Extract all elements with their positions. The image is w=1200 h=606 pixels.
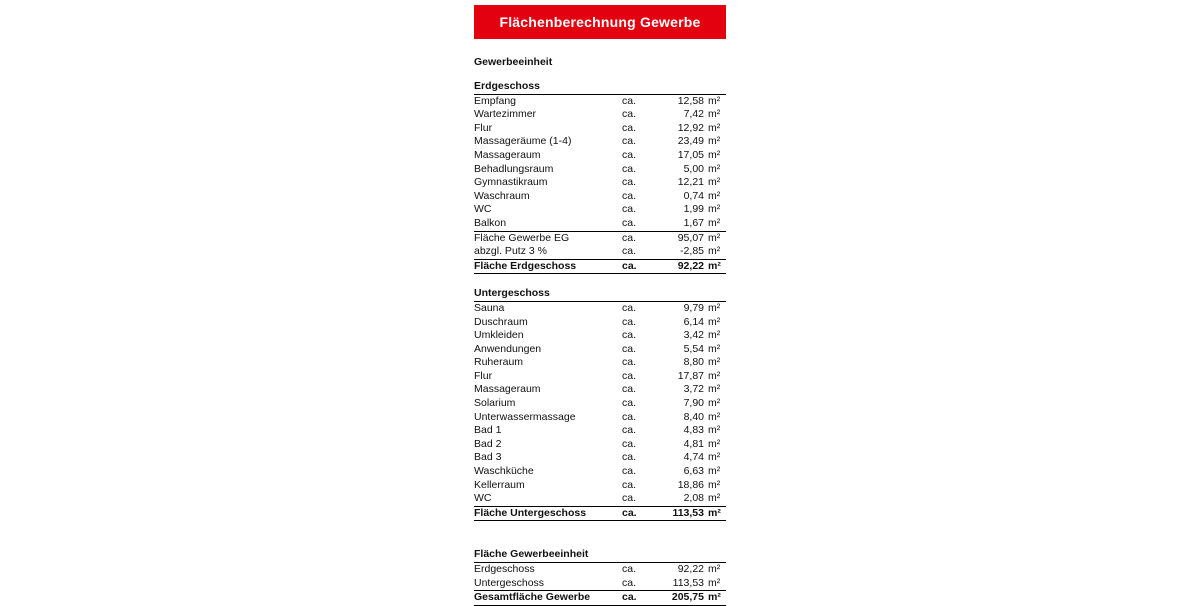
table-row xyxy=(474,465,726,479)
area-unit: m² xyxy=(708,397,721,410)
approx-label: ca. xyxy=(622,148,637,161)
room-name: Unterwassermassage xyxy=(474,410,576,423)
approx-label: ca. xyxy=(622,203,637,216)
room-name: Kellerraum xyxy=(474,478,525,491)
approx-label: ca. xyxy=(622,492,637,505)
approx-label: ca. xyxy=(622,108,637,121)
area-value: 12,21 xyxy=(677,176,704,189)
area-unit: m² xyxy=(708,437,721,450)
room-name: Gesamtfläche Gewerbe xyxy=(474,591,591,604)
area-unit: m² xyxy=(708,506,721,519)
area-unit: m² xyxy=(708,231,721,244)
area-value: 92,22 xyxy=(677,259,704,272)
table-row xyxy=(474,563,726,577)
table-row xyxy=(474,492,726,506)
area-value: 6,14 xyxy=(683,315,704,328)
approx-label: ca. xyxy=(622,356,637,369)
room-name: Umkleiden xyxy=(474,329,524,342)
area-unit: m² xyxy=(708,563,721,575)
room-name: Gymnastikraum xyxy=(474,176,548,189)
area-unit: m² xyxy=(708,176,721,189)
area-calculation-document xyxy=(474,5,726,606)
area-value: 113,53 xyxy=(672,576,704,589)
area-value: 2,08 xyxy=(683,492,704,505)
room-name: Bad 3 xyxy=(474,451,502,464)
room-name: Massageraum xyxy=(474,148,541,161)
approx-label: ca. xyxy=(622,437,637,450)
total-row xyxy=(474,259,726,275)
approx-label: ca. xyxy=(622,369,637,382)
approx-label: ca. xyxy=(622,162,637,175)
subtotal-row xyxy=(474,231,726,246)
room-name: Bad 1 xyxy=(474,424,502,437)
table-row xyxy=(474,343,726,357)
area-value: 8,40 xyxy=(683,410,704,423)
table-row xyxy=(474,95,726,109)
table-row xyxy=(474,577,726,591)
area-unit: m² xyxy=(708,356,721,369)
area-unit: m² xyxy=(708,245,721,258)
area-unit: m² xyxy=(708,189,721,202)
area-unit: m² xyxy=(708,465,721,478)
room-name: WC xyxy=(474,492,492,505)
area-unit: m² xyxy=(708,301,721,314)
approx-label: ca. xyxy=(622,342,637,355)
area-value: 4,83 xyxy=(683,424,704,437)
approx-label: ca. xyxy=(622,176,637,189)
total-row xyxy=(474,590,726,606)
table-row xyxy=(474,383,726,397)
section-heading-erdgeschoss: Erdgeschoss xyxy=(474,80,726,95)
table-row xyxy=(474,245,726,259)
approx-label: ca. xyxy=(622,478,637,491)
approx-label: ca. xyxy=(622,424,637,437)
room-name: Ruheraum xyxy=(474,356,524,369)
unit-heading: Gewerbeeinheit xyxy=(474,56,553,68)
room-name: Erdgeschoss xyxy=(474,563,535,575)
approx-label: ca. xyxy=(622,121,637,134)
area-unit: m² xyxy=(708,315,721,328)
area-value: 5,54 xyxy=(683,342,704,355)
approx-label: ca. xyxy=(622,301,637,314)
table-row xyxy=(474,176,726,190)
area-unit: m² xyxy=(708,259,721,272)
area-unit: m² xyxy=(708,148,721,161)
table-row xyxy=(474,438,726,452)
approx-label: ca. xyxy=(622,451,637,464)
area-unit: m² xyxy=(708,121,721,134)
area-value: 0,74 xyxy=(683,189,704,202)
room-name: Anwendungen xyxy=(474,342,542,355)
section-heading-untergeschoss: Untergeschoss xyxy=(474,287,726,302)
table-row xyxy=(474,108,726,122)
room-name: Untergeschoss xyxy=(474,576,545,589)
table-row xyxy=(474,203,726,217)
table-row xyxy=(474,424,726,438)
table-row xyxy=(474,163,726,177)
table-row xyxy=(474,302,726,316)
area-value: 4,74 xyxy=(683,451,704,464)
room-name: Waschraum xyxy=(474,189,530,202)
approx-label: ca. xyxy=(622,135,637,148)
table-row xyxy=(474,122,726,136)
room-name: Fläche Gewerbe EG xyxy=(474,231,570,244)
approx-label: ca. xyxy=(622,245,637,258)
approx-label: ca. xyxy=(622,216,637,229)
area-unit: m² xyxy=(708,342,721,355)
area-value: 4,81 xyxy=(683,437,704,450)
area-value: 7,42 xyxy=(683,108,704,121)
room-name: Fläche Erdgeschoss xyxy=(474,259,577,272)
table-row xyxy=(474,370,726,384)
total-row xyxy=(474,506,726,522)
area-unit: m² xyxy=(708,424,721,437)
area-value: 18,86 xyxy=(677,478,704,491)
table-row xyxy=(474,190,726,204)
area-value: 113,53 xyxy=(672,506,704,519)
room-name: Balkon xyxy=(474,216,507,229)
approx-label: ca. xyxy=(622,465,637,478)
table-row xyxy=(474,135,726,149)
area-value: 9,79 xyxy=(683,301,704,314)
room-name: Duschraum xyxy=(474,315,528,328)
area-unit: m² xyxy=(708,203,721,216)
approx-label: ca. xyxy=(622,231,637,244)
table-row xyxy=(474,329,726,343)
area-unit: m² xyxy=(708,576,721,589)
approx-label: ca. xyxy=(622,563,637,575)
approx-label: ca. xyxy=(622,94,637,107)
table-row xyxy=(474,479,726,493)
table-row xyxy=(474,149,726,163)
room-name: Sauna xyxy=(474,301,505,314)
approx-label: ca. xyxy=(622,189,637,202)
area-value: 95,07 xyxy=(677,231,704,244)
room-name: Massageräume (1-4) xyxy=(474,135,572,148)
approx-label: ca. xyxy=(622,259,637,272)
area-value: 5,00 xyxy=(683,162,704,175)
area-value: 1,67 xyxy=(683,216,704,229)
area-value: 12,92 xyxy=(677,121,704,134)
erdgeschoss-table xyxy=(474,95,726,275)
room-name: Fläche Untergeschoss xyxy=(474,506,587,519)
area-value: 23,49 xyxy=(677,135,704,148)
area-value: 3,42 xyxy=(683,329,704,342)
area-value: 8,80 xyxy=(683,356,704,369)
room-name: Empfang xyxy=(474,94,517,107)
approx-label: ca. xyxy=(622,315,637,328)
room-name: WC xyxy=(474,203,492,216)
area-unit: m² xyxy=(708,492,721,505)
table-row xyxy=(474,397,726,411)
approx-label: ca. xyxy=(622,576,637,589)
area-value: 17,05 xyxy=(677,148,704,161)
area-unit: m² xyxy=(708,369,721,382)
room-name: abzgl. Putz 3 % xyxy=(474,245,547,258)
table-row xyxy=(474,217,726,231)
section-heading-gewerbeeinheit: Fläche Gewerbeeinheit xyxy=(474,548,726,563)
area-value: 205,75 xyxy=(671,591,704,604)
area-unit: m² xyxy=(708,94,721,107)
untergeschoss-table xyxy=(474,302,726,522)
area-value: 6,63 xyxy=(683,465,704,478)
room-name: Flur xyxy=(474,369,493,382)
room-name: Waschküche xyxy=(474,465,534,478)
area-value: 92,22 xyxy=(677,563,704,575)
area-value: 1,99 xyxy=(683,203,704,216)
area-value: 12,58 xyxy=(677,94,704,107)
area-value: 7,90 xyxy=(683,397,704,410)
room-name: Flur xyxy=(474,121,493,134)
area-unit: m² xyxy=(708,591,721,604)
table-row xyxy=(474,316,726,330)
area-value: -2,85 xyxy=(680,245,704,258)
area-unit: m² xyxy=(708,162,721,175)
area-unit: m² xyxy=(708,135,721,148)
table-row xyxy=(474,411,726,425)
area-unit: m² xyxy=(708,383,721,396)
approx-label: ca. xyxy=(622,506,637,519)
area-value: 17,87 xyxy=(677,369,704,382)
room-name: Wartezimmer xyxy=(474,108,537,121)
summary-table xyxy=(474,563,726,606)
area-unit: m² xyxy=(708,451,721,464)
approx-label: ca. xyxy=(622,329,637,342)
approx-label: ca. xyxy=(622,383,637,396)
table-row xyxy=(474,356,726,370)
table-row xyxy=(474,451,726,465)
approx-label: ca. xyxy=(622,410,637,423)
room-name: Bad 2 xyxy=(474,437,502,450)
area-unit: m² xyxy=(708,108,721,121)
area-unit: m² xyxy=(708,216,721,229)
area-value: 3,72 xyxy=(683,383,704,396)
title-banner: Flächenberechnung Gewerbe xyxy=(474,5,726,39)
area-unit: m² xyxy=(708,329,721,342)
room-name: Massageraum xyxy=(474,383,541,396)
area-unit: m² xyxy=(708,410,721,423)
area-unit: m² xyxy=(708,478,721,491)
room-name: Behadlungsraum xyxy=(474,162,554,175)
approx-label: ca. xyxy=(622,397,637,410)
room-name: Solarium xyxy=(474,397,516,410)
approx-label: ca. xyxy=(622,591,637,604)
